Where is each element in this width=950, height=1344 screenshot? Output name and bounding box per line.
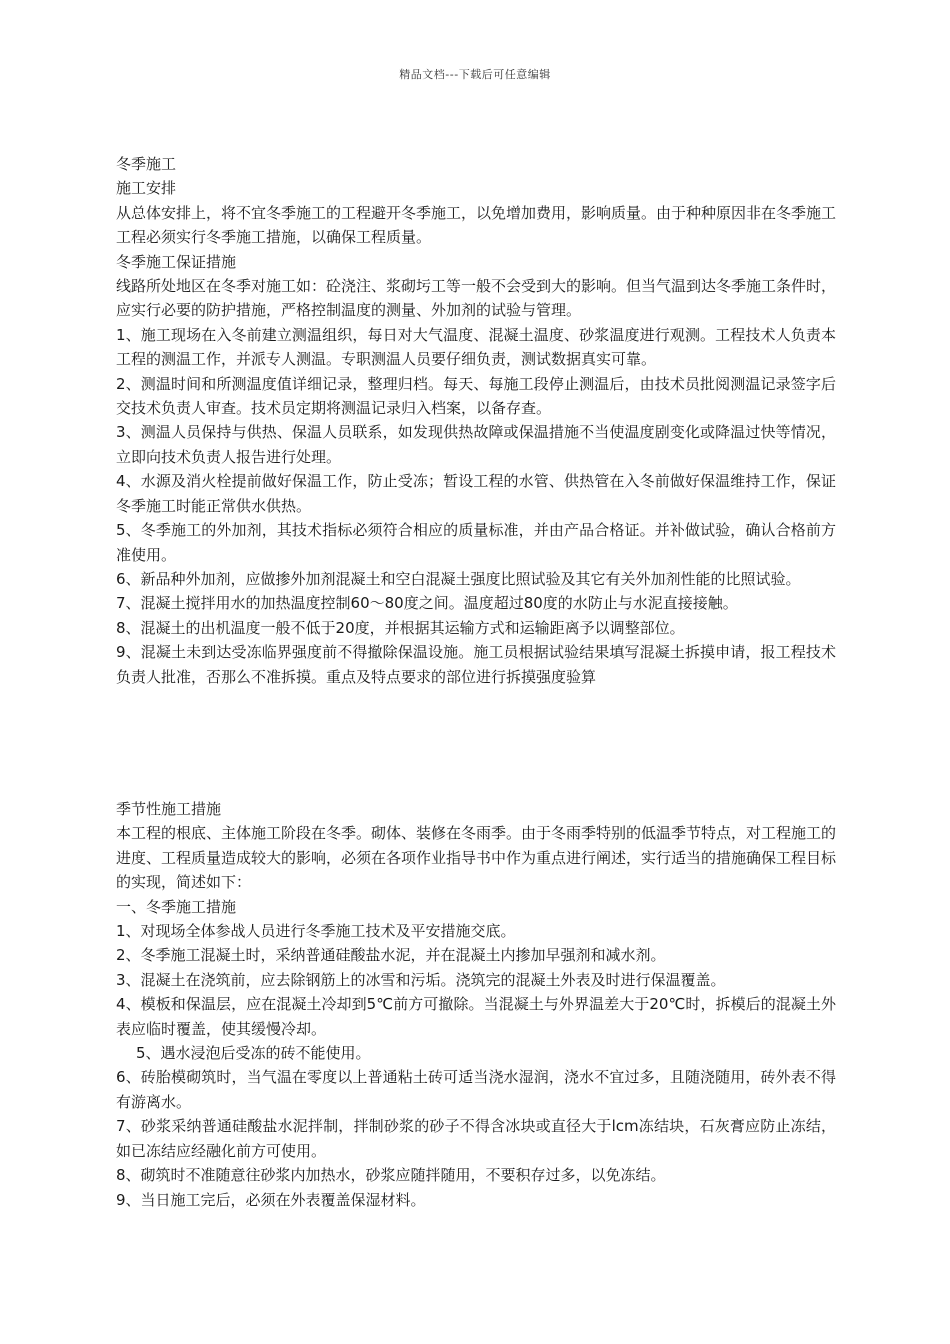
section-winter-construction xyxy=(116,152,836,689)
list-item: 5、冬季施工的外加剂，其技术指标必须符合相应的质量标准，并由产品合格证。并补做试验，确认合格前方准使用。 xyxy=(116,521,836,564)
paragraph: 本工程的根底、主体施工阶段在冬季。砌体、装修在冬雨季。由于冬雨季特别的低温季节特点，对工程施工的进度、工程质量造成较大的影响，必须在各项作业指导书中作为重点进行阐述，实行适当的措施确保工程目标的实现，简述如下： xyxy=(116,824,837,892)
list-item: 9、混凝土未到达受冻临界强度前不得撤除保温设施。施工员根据试验结果填写混凝土拆摸申请，报工程技术负责人批准，否那么不准拆摸。重点及特点要求的部位进行拆摸强度验算 xyxy=(116,643,836,686)
list-item: 6、新品种外加剂，应做掺外加剂混凝土和空白混凝土强度比照试验及其它有关外加剂性能的比照试验。 xyxy=(116,569,801,588)
paragraph: 从总体安排上，将不宜冬季施工的工程避开冬季施工，以免增加费用，影响质量。由于种种原因非在冬季施工工程必须实行冬季施工措施，以确保工程质量。 xyxy=(116,203,837,247)
list-item: 7、砂浆采纳普通硅酸盐水泥拌制，拌制砂浆的砂子不得含冰块或直径大于lcm冻结块，石灰膏应防止冻结，如已冻结应经融化前方可使用。 xyxy=(116,1117,836,1160)
section-subtitle: 施工安排 xyxy=(116,179,177,198)
list-item: 3、混凝土在浇筑前，应去除钢筋上的冰雪和污垢。浇筑完的混凝土外表及时进行保温覆盖。 xyxy=(116,970,726,989)
list-item: 2、冬季施工混凝土时，采纳普通硅酸盐水泥，并在混凝土内掺加早强剂和减水剂。 xyxy=(116,946,666,965)
section-title: 冬季施工 xyxy=(116,155,177,173)
paragraph-heading: 一、冬季施工措施 xyxy=(116,897,237,916)
list-item: 4、水源及消火栓提前做好保温工作，防止受冻；暂设工程的水管、供热管在入冬前做好保温维持工作，保证冬季施工时能正常供水供热。 xyxy=(116,472,836,515)
list-item: 2、测温时间和所测温度值详细记录，整理归档。每天、每施工段停止测温后，由技术员批阅测温记录签字后交技术负责人审查。技术员定期将测温记录归入档案，以备存查。 xyxy=(116,374,836,418)
list-item: 9、当日施工完后，必须在外表覆盖保湿材料。 xyxy=(116,1190,426,1209)
section-seasonal-measures xyxy=(116,797,836,1212)
list-item: 8、砌筑时不准随意往砂浆内加热水，砂浆应随拌随用，不要积存过多，以免冻结。 xyxy=(116,1166,666,1185)
paragraph: 线路所处地区在冬季对施工如：砼浇注、浆砌圬工等一般不会受到大的影响。但当气温到达冬季施工条件时，应实行必要的防护措施，严格控制温度的测量、外加剂的试验与管理。 xyxy=(116,277,837,320)
list-item: 1、对现场全体参战人员进行冬季施工技术及平安措施交底。 xyxy=(116,922,516,941)
list-item: 7、混凝土搅拌用水的加热温度控制60～80度之间。温度超过80度的水防止与水泥直接接触。 xyxy=(116,594,738,613)
list-item: 1、施工现场在入冬前建立测温组织，每日对大气温度、混凝土温度、砂浆温度进行观测。工程技术人负责本工程的测温工作，并派专人测温。专职测温人员要仔细负责，测试数据真实可靠。 xyxy=(116,325,836,369)
list-item: 8、混凝土的出机温度一般不低于20度，并根据其运输方式和运输距离予以调整部位。 xyxy=(116,618,685,637)
paragraph-heading: 冬季施工保证措施 xyxy=(116,252,237,271)
list-item: 3、测温人员保持与供热、保温人员联系，如发现供热故障或保温措施不当使温度剧变化或降温过快等情况，立即向技术负责人报告进行处理。 xyxy=(116,423,836,466)
list-item: 5、遇水浸泡后受冻的砖不能使用。 xyxy=(136,1044,371,1063)
list-item: 4、模板和保温层，应在混凝土冷却到5℃前方可撤除。当混凝土与外界温差大于20℃时，拆模后的混凝土外表应临时覆盖，使其缓慢冷却。 xyxy=(116,995,836,1038)
page-header: 精品文档---下载后可任意编辑 xyxy=(399,68,551,81)
section-title: 季节性施工措施 xyxy=(116,800,222,818)
list-item: 6、砖胎模砌筑时，当气温在零度以上普通粘土砖可适当浇水湿润，浇水不宜过多，且随浇随用，砖外表不得有游离水。 xyxy=(116,1068,836,1111)
